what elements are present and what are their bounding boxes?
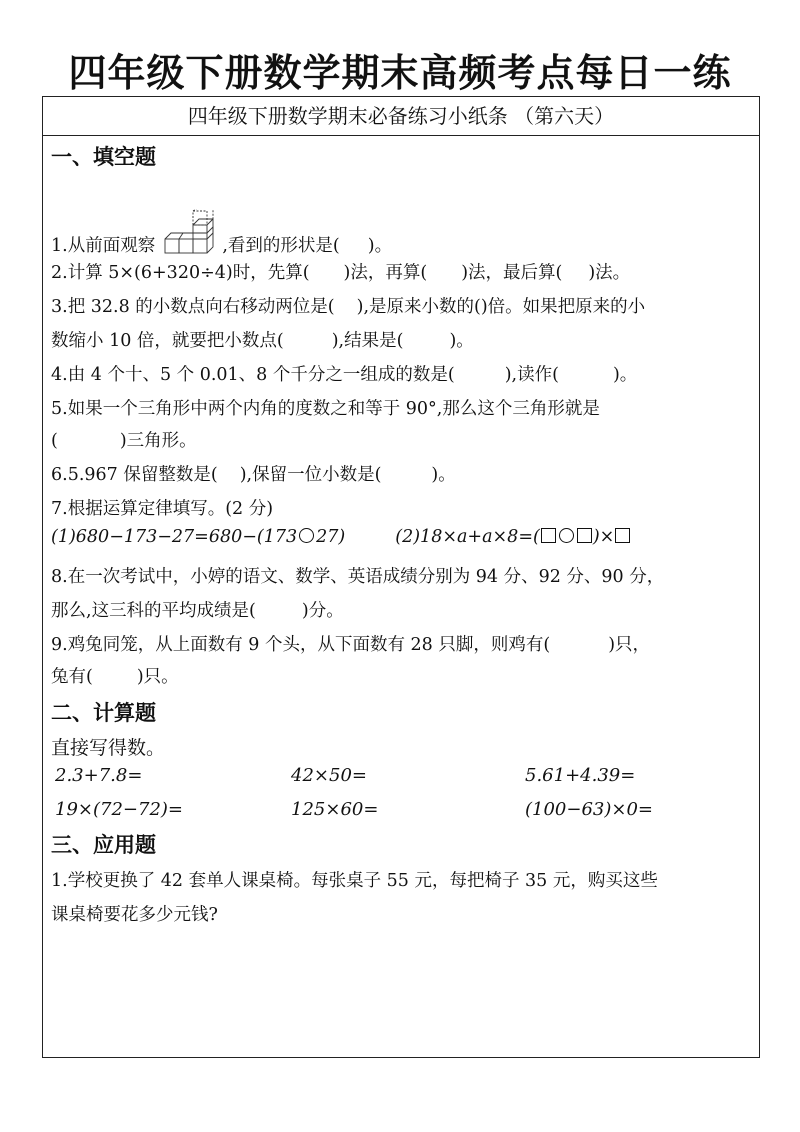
calc-item: 125×60= bbox=[291, 799, 379, 820]
q4-text-b: ),读作( bbox=[504, 365, 559, 385]
q6-text-a: 6.5.967 保留整数是( bbox=[51, 465, 218, 485]
main-title: 四年级下册数学期末高频考点每日一练 bbox=[68, 51, 732, 95]
q1-text-a: 1.从前面观察 bbox=[51, 236, 156, 256]
question-9-line-1 bbox=[51, 631, 650, 656]
q4-text-a: 4.由 4 个十、5 个 0.01、8 个千分之一组成的数是( bbox=[51, 365, 455, 385]
section-fill-blank: 一、填空题 bbox=[51, 145, 156, 169]
q3-text-2a: 数缩小 10 倍，就要把小数点( bbox=[51, 331, 284, 351]
q3-text-1b: ),是原来小数的()倍。如果把原来的小 bbox=[356, 297, 646, 317]
cube-stack-figure bbox=[163, 209, 215, 262]
q5-text-2b: )三角形。 bbox=[119, 431, 197, 451]
question-1 bbox=[51, 209, 392, 262]
q4-text-c: )。 bbox=[612, 365, 638, 385]
q3-text-1a: 3.把 32.8 的小数点向右移动两位是( bbox=[51, 297, 335, 317]
q1-text-b: ,看到的形状是( bbox=[222, 236, 340, 256]
question-3-line-2 bbox=[51, 327, 474, 352]
section-calculation: 二、计算题 bbox=[51, 701, 156, 725]
calc-item: 42×50= bbox=[291, 765, 367, 786]
q7-part-2a: (2)18×a+a×8=( bbox=[395, 527, 540, 547]
q2-text-d: )法。 bbox=[588, 263, 631, 283]
worksheet-frame bbox=[42, 96, 760, 1058]
question-9-line-2 bbox=[51, 663, 179, 688]
q9-text-1a: 9.鸡兔同笼，从上面数有 9 个头，从下面数有 28 只脚，则鸡有( bbox=[51, 635, 551, 655]
q2-text-b: )法，再算( bbox=[343, 263, 428, 283]
blank-square bbox=[541, 528, 556, 543]
calc-item: 2.3+7.8= bbox=[55, 765, 143, 786]
blank-square bbox=[577, 528, 592, 543]
q7-part-2b: )× bbox=[592, 527, 615, 547]
q6-text-b: ),保留一位小数是( bbox=[239, 465, 382, 485]
calc-item: (100−63)×0= bbox=[525, 799, 654, 820]
section-application: 三、应用题 bbox=[51, 833, 156, 857]
blank-square bbox=[615, 528, 630, 543]
application-question-line-2: 课桌椅要花多少元钱? bbox=[51, 905, 218, 925]
question-6 bbox=[51, 461, 456, 486]
q9-text-2a: 兔有( bbox=[51, 667, 93, 687]
blank-circle bbox=[559, 528, 574, 543]
q8-text-2b: )分。 bbox=[301, 601, 344, 621]
question-5-line-1: 5.如果一个三角形中两个内角的度数之和等于 90°,那么这个三角形就是 bbox=[51, 399, 600, 419]
question-4 bbox=[51, 361, 637, 386]
q7-part-1a: (1)680−173−27=680−(173 bbox=[51, 527, 298, 547]
q3-text-2c: )。 bbox=[449, 331, 474, 351]
calc-instruction: 直接写得数。 bbox=[51, 737, 166, 759]
question-5-line-2 bbox=[51, 427, 197, 452]
blank-circle bbox=[299, 528, 314, 543]
q2-text-a: 2.计算 5×(6+320÷4)时，先算( bbox=[51, 263, 310, 283]
calc-item: 19×(72−72)= bbox=[55, 799, 184, 820]
question-8-line-1: 8.在一次考试中，小婷的语文、数学、英语成绩分别为 94 分、92 分、90 分， bbox=[51, 567, 665, 587]
worksheet-subtitle: 四年级下册数学期末必备练习小纸条 （第六天） bbox=[43, 97, 759, 136]
q2-text-c: )法，最后算( bbox=[461, 263, 563, 283]
question-2 bbox=[51, 259, 630, 284]
question-7-title: 7.根据运算定律填写。(2 分) bbox=[51, 499, 274, 519]
q8-text-2a: 那么,这三科的平均成绩是( bbox=[51, 601, 256, 621]
q6-text-c: )。 bbox=[431, 465, 456, 485]
question-3-line-1 bbox=[51, 293, 645, 318]
question-8-line-2 bbox=[51, 597, 344, 622]
q5-text-2a: ( bbox=[51, 431, 58, 451]
cube-stack-drawing bbox=[163, 209, 215, 257]
q3-text-2b: ),结果是( bbox=[331, 331, 404, 351]
q7-part-1b: 27) bbox=[316, 527, 346, 547]
application-question-line-1: 1.学校更换了 42 套单人课桌椅。每张桌子 55 元，每把椅子 35 元，购买这些 bbox=[51, 871, 658, 891]
q9-text-2b: )只。 bbox=[136, 667, 179, 687]
question-7-parts bbox=[51, 527, 631, 547]
q1-text-c: )。 bbox=[367, 236, 393, 256]
calc-item: 5.61+4.39= bbox=[525, 765, 636, 786]
q9-text-1b: )只， bbox=[608, 635, 651, 655]
